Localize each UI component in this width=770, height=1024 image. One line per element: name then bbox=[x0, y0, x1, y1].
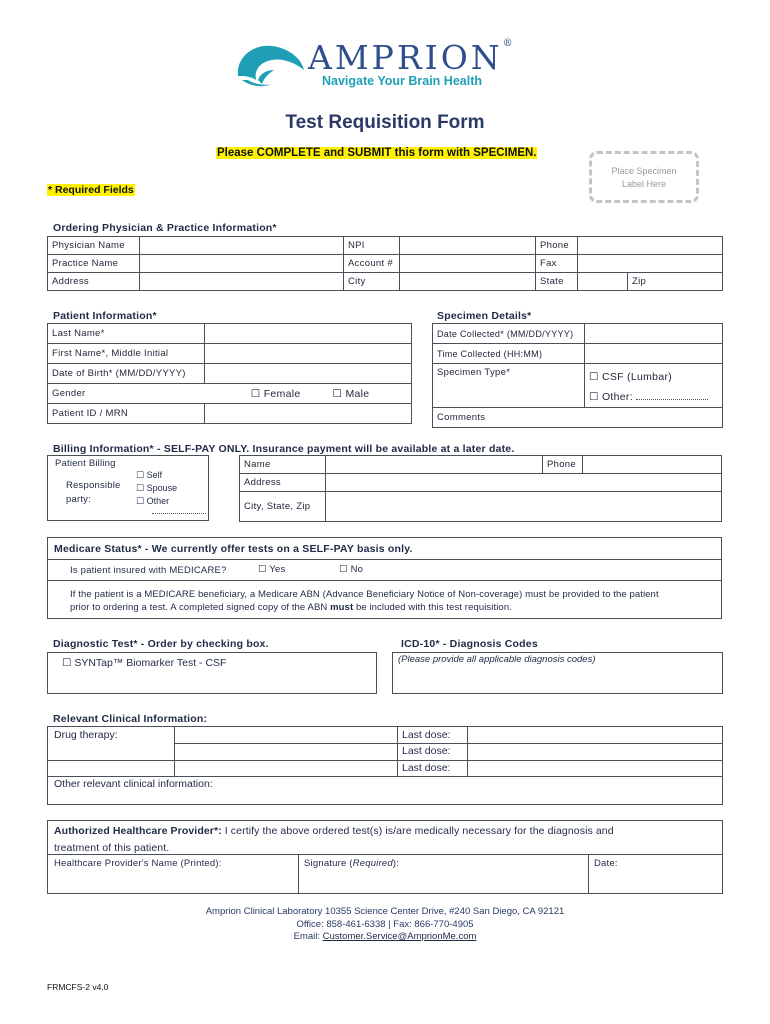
physician-name-field[interactable] bbox=[140, 237, 344, 255]
other-party-input[interactable] bbox=[152, 513, 206, 514]
physician-table bbox=[47, 236, 723, 291]
billing-phone-label: Phone bbox=[543, 456, 583, 474]
specimen-label-line2: Label Here bbox=[621, 179, 667, 189]
dob-label: Date of Birth* (MM/DD/YYYY) bbox=[48, 364, 205, 384]
icd-note: (Please provide all applicable diagnosis codes) bbox=[398, 654, 596, 665]
specimen-label-line1: Place Specimen bbox=[611, 166, 677, 176]
practice-name-field[interactable] bbox=[140, 255, 344, 273]
authorized-statement-line1 bbox=[54, 823, 714, 840]
city-field[interactable] bbox=[400, 273, 536, 291]
form-code: FRMCFS-2 v4.0 bbox=[47, 982, 109, 992]
practice-name-label: Practice Name bbox=[48, 255, 140, 273]
gender-label: Gender bbox=[48, 384, 205, 404]
patient-section-heading: Patient Information* bbox=[53, 310, 157, 322]
other-party-option[interactable] bbox=[136, 495, 177, 508]
email-link[interactable]: Customer.Service@AmprionMe.com bbox=[322, 931, 477, 942]
checkbox-icon: ☐ bbox=[332, 387, 343, 400]
checkbox-icon: ☐ bbox=[589, 371, 599, 383]
state-field[interactable] bbox=[578, 273, 628, 291]
provider-name-field[interactable] bbox=[48, 870, 297, 893]
male-label: Male bbox=[345, 387, 370, 400]
specimen-label-box bbox=[589, 151, 699, 203]
medicare-question: Is patient insured with MEDICARE? bbox=[70, 565, 227, 576]
city-label: City bbox=[344, 273, 400, 291]
signature-required: Required bbox=[352, 858, 393, 869]
footer-phone: Office: 858-461-6338 | Fax: 866-770-4905 bbox=[296, 918, 474, 930]
footer-email bbox=[0, 931, 770, 944]
comments-field[interactable] bbox=[585, 408, 723, 428]
checkbox-icon: ☐ bbox=[62, 657, 72, 669]
first-name-field[interactable] bbox=[205, 344, 412, 364]
patient-table bbox=[47, 323, 412, 424]
medicare-heading: Medicare Status* - We currently offer tests on a SELF-PAY basis only. bbox=[54, 543, 413, 555]
physician-section-heading: Ordering Physician & Practice Information* bbox=[53, 222, 277, 234]
yes-label: Yes bbox=[269, 564, 286, 575]
patient-id-field[interactable] bbox=[205, 404, 412, 424]
account-field[interactable] bbox=[400, 255, 536, 273]
other-label: Other: bbox=[601, 391, 633, 403]
gender-male-option[interactable] bbox=[305, 384, 412, 404]
physician-name-label: Physician Name bbox=[48, 237, 140, 255]
authorized-heading: Authorized Healthcare Provider*: bbox=[54, 825, 222, 837]
billing-section-heading: Billing Information* - SELF-PAY ONLY. Insurance payment will be available at a later date. bbox=[53, 443, 515, 455]
last-dose-label-3: Last dose: bbox=[402, 762, 451, 774]
page-title: Test Requisition Form bbox=[285, 112, 485, 133]
email-label: Email: bbox=[293, 931, 323, 942]
billing-address-field[interactable] bbox=[326, 474, 722, 492]
diagnostic-heading: Diagnostic Test* - Order by checking box. bbox=[53, 638, 269, 650]
responsible-party-options bbox=[136, 469, 177, 508]
instruction-banner: Please COMPLETE and SUBMIT this form with SPECIMEN. bbox=[217, 147, 537, 159]
checkbox-icon: ☐ bbox=[339, 564, 348, 575]
brand-name: AMPRION® bbox=[308, 38, 513, 77]
date-label: Date: bbox=[594, 858, 618, 869]
brand-logo bbox=[232, 38, 532, 94]
self-label: Self bbox=[146, 470, 163, 480]
medicare-note bbox=[70, 588, 720, 614]
npi-label: NPI bbox=[344, 237, 400, 255]
signature-text: Signature ( bbox=[304, 858, 353, 869]
amprion-swoosh-icon bbox=[232, 40, 306, 92]
billing-contact-table bbox=[239, 455, 722, 522]
time-collected-label: Time Collected (HH:MM) bbox=[433, 344, 585, 364]
authorized-statement bbox=[54, 823, 714, 857]
signature-text: ): bbox=[392, 858, 400, 869]
billing-city-field[interactable] bbox=[326, 492, 722, 522]
address-label: Address bbox=[48, 273, 140, 291]
note-text: be included with this test requisition. bbox=[353, 602, 512, 613]
footer-contact bbox=[0, 906, 770, 944]
comments-label: Comments bbox=[433, 408, 585, 428]
date-collected-label: Date Collected* (MM/DD/YYYY) bbox=[433, 324, 585, 344]
note-text: prior to ordering a test. A completed signed copy of the ABN bbox=[70, 602, 331, 613]
patient-billing-label: Patient Billing bbox=[55, 458, 116, 469]
checkbox-icon: ☐ bbox=[136, 483, 145, 493]
other-specimen-input[interactable] bbox=[636, 390, 708, 400]
specimen-type-label: Specimen Type* bbox=[433, 364, 585, 408]
fax-label: Fax bbox=[536, 255, 578, 273]
self-option[interactable] bbox=[136, 469, 177, 482]
address-field[interactable] bbox=[140, 273, 344, 291]
icd-heading: ICD-10* - Diagnosis Codes bbox=[401, 638, 538, 650]
last-name-label: Last Name* bbox=[48, 324, 205, 344]
no-label: No bbox=[350, 564, 364, 575]
physician-phone-field[interactable] bbox=[578, 237, 723, 255]
note-emphasis: must bbox=[330, 602, 354, 613]
footer-address: Amprion Clinical Laboratory 10355 Science Center Drive, #240 San Diego, CA 92121 bbox=[205, 906, 565, 917]
party-label: party: bbox=[66, 494, 91, 505]
syntap-test-option[interactable] bbox=[62, 657, 226, 669]
spouse-option[interactable] bbox=[136, 482, 177, 495]
date-field[interactable] bbox=[589, 870, 722, 893]
dob-field[interactable] bbox=[205, 364, 412, 384]
time-collected-field[interactable] bbox=[585, 344, 723, 364]
state-label: State bbox=[536, 273, 578, 291]
csf-label: CSF (Lumbar) bbox=[601, 371, 673, 383]
other-option[interactable] bbox=[589, 387, 718, 407]
signature-label bbox=[304, 858, 399, 869]
last-name-field[interactable] bbox=[205, 324, 412, 344]
date-collected-field[interactable] bbox=[585, 324, 723, 344]
gender-female-option[interactable] bbox=[205, 384, 305, 404]
medicare-no-option[interactable] bbox=[339, 564, 363, 575]
female-label: Female bbox=[263, 387, 301, 400]
checkbox-icon: ☐ bbox=[589, 391, 599, 403]
authorized-statement-line2: treatment of this patient. bbox=[54, 842, 170, 854]
signature-field[interactable] bbox=[299, 870, 587, 893]
provider-name-label: Healthcare Provider's Name (Printed): bbox=[54, 858, 222, 869]
drug-therapy-field[interactable] bbox=[175, 727, 396, 742]
specimen-table bbox=[432, 323, 723, 428]
brand-tagline: Navigate Your Brain Health bbox=[322, 74, 482, 88]
first-name-label: First Name*, Middle Initial bbox=[48, 344, 205, 364]
last-dose-label-1: Last dose: bbox=[402, 729, 451, 741]
checkbox-icon: ☐ bbox=[136, 470, 145, 480]
medicare-yes-option[interactable] bbox=[258, 564, 286, 575]
specimen-section-heading: Specimen Details* bbox=[437, 310, 532, 322]
other-party-label: Other bbox=[146, 496, 170, 506]
authorized-text: I certify the above ordered test(s) is/are medically necessary for the diagnosis and bbox=[221, 825, 614, 837]
clinical-heading: Relevant Clinical Information: bbox=[53, 713, 208, 725]
medicare-note-line1: If the patient is a MEDICARE beneficiary, a Medicare ABN (Advance Beneficiary Notice of Non-coverage) must be provided to the patient bbox=[70, 589, 659, 600]
fax-field[interactable] bbox=[578, 255, 723, 273]
billing-address-label: Address bbox=[240, 474, 326, 492]
other-clinical-label: Other relevant clinical information: bbox=[54, 778, 213, 790]
drug-therapy-label: Drug therapy: bbox=[54, 729, 118, 741]
required-fields-note: * Required Fields bbox=[48, 184, 134, 196]
billing-name-field[interactable] bbox=[326, 456, 543, 474]
billing-name-label: Name bbox=[240, 456, 326, 474]
checkbox-icon: ☐ bbox=[136, 496, 145, 506]
billing-phone-field[interactable] bbox=[583, 456, 722, 474]
checkbox-icon: ☐ bbox=[250, 387, 261, 400]
account-label: Account # bbox=[344, 255, 400, 273]
spouse-label: Spouse bbox=[146, 483, 178, 493]
physician-phone-label: Phone bbox=[536, 237, 578, 255]
npi-field[interactable] bbox=[400, 237, 536, 255]
last-dose-label-2: Last dose: bbox=[402, 745, 451, 757]
billing-city-label: City, State, Zip bbox=[240, 492, 326, 522]
patient-id-label: Patient ID / MRN bbox=[48, 404, 205, 424]
responsible-label: Responsible bbox=[66, 480, 121, 491]
syntap-test-label: SYNTap™ Biomarker Test - CSF bbox=[74, 657, 227, 669]
zip-field[interactable] bbox=[628, 273, 723, 291]
zip-label: Zip bbox=[632, 276, 647, 287]
medicare-note-line2 bbox=[70, 601, 720, 614]
csf-option[interactable] bbox=[589, 367, 718, 387]
last-dose-field[interactable] bbox=[468, 727, 722, 742]
checkbox-icon: ☐ bbox=[258, 564, 267, 575]
